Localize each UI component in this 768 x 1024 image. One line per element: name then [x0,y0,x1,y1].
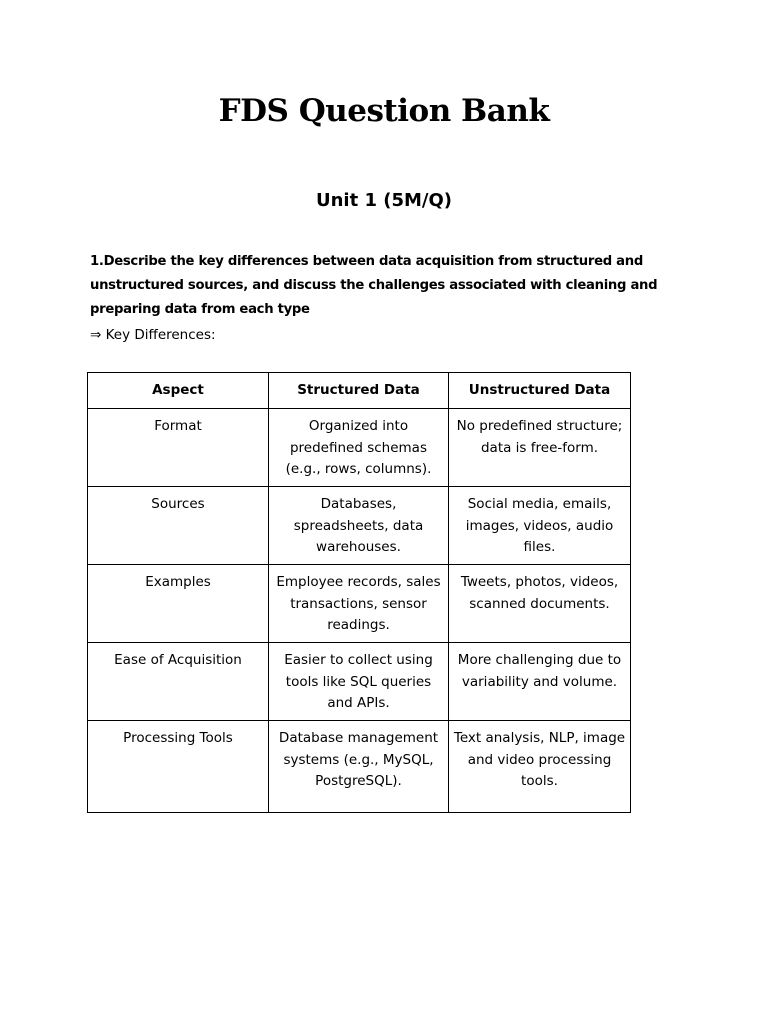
cell-structured: Employee records, sales transactions, sensor readings. [269,565,449,643]
cell-structured: Organized into predefined schemas (e.g., rows, columns). [269,409,449,487]
cell-aspect: Processing Tools [88,721,269,813]
header-unstructured-data: Unstructured Data [449,373,631,409]
key-differences-label: ⇒ Key Differences: [90,327,216,343]
table-row [88,721,631,813]
cell-aspect: Format [88,409,269,487]
question-text: 1.Describe the key differences between data acquisition from structured and unstructured sources, and discuss the challenges associated with cleaning and preparing data from each type [90,254,658,317]
table-row [88,643,631,721]
header-structured-data: Structured Data [269,373,449,409]
unit-heading: Unit 1 (5M/Q) [315,190,453,211]
cell-structured: Databases, spreadsheets, data warehouses. [269,487,449,565]
table-row [88,409,631,487]
comparison-table [87,372,631,813]
table-row [88,565,631,643]
cell-aspect: Sources [88,487,269,565]
cell-unstructured: Social media, emails, images, videos, audio files. [449,487,631,565]
table-header-row [88,373,631,409]
cell-structured: Easier to collect using tools like SQL queries and APIs. [269,643,449,721]
cell-structured: Database management systems (e.g., MySQL, PostgreSQL). [269,721,449,813]
cell-unstructured: More challenging due to variability and volume. [449,643,631,721]
cell-unstructured: Tweets, photos, videos, scanned documents. [449,565,631,643]
cell-aspect: Examples [88,565,269,643]
cell-unstructured: No predefined structure; data is free-form. [449,409,631,487]
cell-unstructured: Text analysis, NLP, image and video processing tools. [449,721,631,813]
header-aspect: Aspect [88,373,269,409]
cell-aspect: Ease of Acquisition [88,643,269,721]
table-row [88,487,631,565]
document-title: FDS Question Bank [218,93,550,129]
